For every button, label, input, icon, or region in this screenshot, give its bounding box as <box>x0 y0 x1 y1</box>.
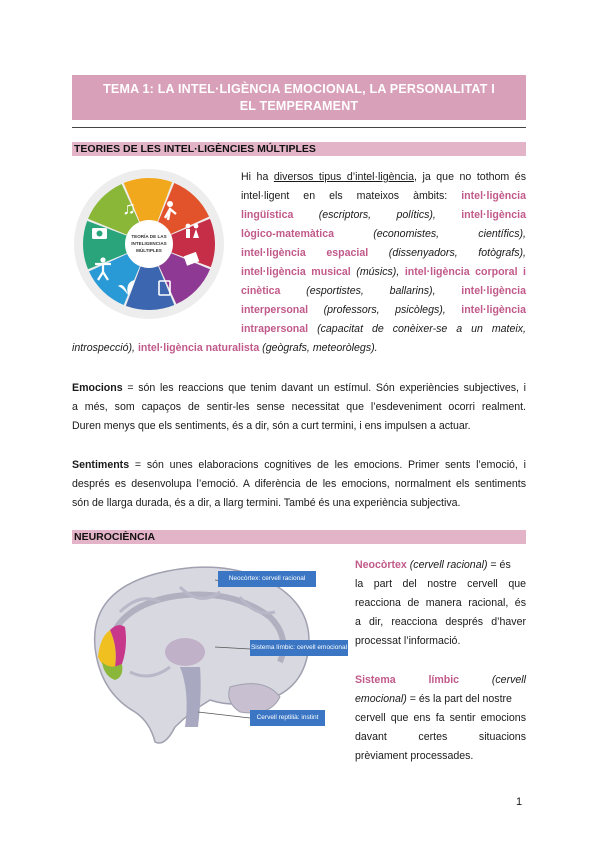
emotions-paragraph <box>72 379 526 436</box>
neocortex-term: Neocòrtex <box>355 559 407 571</box>
emotions-term: Emocions <box>72 382 123 394</box>
feelings-term: Sentiments <box>72 459 130 471</box>
title-divider <box>72 127 526 128</box>
p1-line-5: intel·ligència espacial (dissenyadors, fotògrafs), <box>241 247 526 259</box>
callout-neocortex: Neocòrtex: cervell racional <box>218 571 316 587</box>
runner-icon <box>167 201 173 207</box>
neocortex-line-3: reacciona de manera racional, és <box>355 597 526 609</box>
intelligences-wheel-image <box>73 168 225 320</box>
p1-line-2: intel·ligent en els mateixos àmbits: intel·ligència <box>241 190 526 202</box>
title-line-2: EL TEMPERAMENT <box>239 98 359 113</box>
p1-line-10: introspecció), intel·ligència naturalista (geògrafs, meteoròlegs). <box>72 342 378 354</box>
neocortex-line-5: processat l’informació. <box>355 635 461 647</box>
neocortex-paragraph <box>355 556 526 651</box>
p1-line-3: lingüística (escriptors, polítics), intel·ligència <box>241 209 526 221</box>
page-number: 1 <box>516 796 523 808</box>
limbic-line-1: Sistema límbic (cervell <box>355 674 526 686</box>
feelings-line-3: són de llarga durada, és a dir, a llarg termini. També és una experiència subjectiva. <box>72 497 461 509</box>
feelings-line-2: després es desenvolupa l’emoció. A diferència de les emocions, normalment els sentiments <box>72 478 526 490</box>
limbic-line-4: davant certes situacions <box>355 731 526 743</box>
intelligence-types-link: diversos tipus d’intel·ligència <box>273 171 414 183</box>
p1-line-8: interpersonal (professors, psicòlegs), intel·ligència <box>241 304 527 316</box>
person-icon-head <box>100 257 105 262</box>
feelings-line-1: Sentiments = són unes elaboracions cognitives de les emocions. Primer sents l’emoció, i <box>72 459 526 471</box>
p1-line-4: lògico-matemàtica (economistes, científics), <box>241 228 526 240</box>
emotions-line-1: Emocions = són les reaccions que tenim davant un estímul. Són experiències subjectives, i <box>72 382 526 394</box>
title-line-1: TEMA 1: LA INTEL·LIGÈNCIA EMOCIONAL, LA PERSONALITAT I <box>103 81 495 96</box>
emotions-line-3: Duren menys que els sentiments, és a dir, són a curt termini, i ens impulsen a actuar. <box>72 420 471 432</box>
p1-line-6: intel·ligència musical (músics), intel·ligència corporal i <box>241 266 527 278</box>
camera-lens <box>97 231 103 237</box>
document-title <box>72 75 526 120</box>
emotions-line-2: a més, som capaços de sentir-les sense necessitat que l’esdeveniment ocorri realment. <box>72 401 526 413</box>
intelligences-paragraph <box>241 168 526 339</box>
p1-line-7: cinètica (esportistes, ballarins), intel·ligència <box>241 285 527 297</box>
limbic-line-3: cervell que ens fa sentir emocions <box>355 712 526 724</box>
thalamus <box>165 638 205 666</box>
limbic-line-5: prèviament processades. <box>355 750 474 762</box>
limbic-line-2: emocional) = és la part del nostre <box>355 693 512 705</box>
neocortex-line-2: la part del nostre cervell que <box>355 578 526 590</box>
feelings-paragraph <box>72 456 526 513</box>
limbic-paragraph <box>355 671 526 766</box>
neocortex-line-4: a dir, reacciona després d’haver <box>355 616 526 628</box>
neocortex-line-1: Neocòrtex (cervell racional) = és <box>355 559 511 571</box>
p1-line-9: intrapersonal (capacitat de conèixer-se a un mateix, <box>241 323 526 335</box>
callout-limbic: Sistema límbic: cervell emocional <box>250 640 348 656</box>
section-heading-neuroscience: NEUROCIÈNCIA <box>72 530 526 544</box>
music-note-icon: ♫ <box>122 198 136 218</box>
wheel-center-label-1: TEORÍA DE LAS <box>131 234 167 239</box>
p1-line-1: Hi ha diversos tipus d’intel·ligència, ja que no tothom és <box>241 171 526 183</box>
callout-reptilian: Cervell reptilià: instint <box>250 710 325 726</box>
wheel-center-label-2: INTELIGENCIAS <box>131 241 167 246</box>
pointer-line-3 <box>198 712 250 718</box>
section-heading-theories: TEORIES DE LES INTEL·LIGÈNCIES MÚLTIPLES <box>72 142 526 156</box>
wheel-center-label-3: MÚLTIPLES <box>136 248 162 253</box>
